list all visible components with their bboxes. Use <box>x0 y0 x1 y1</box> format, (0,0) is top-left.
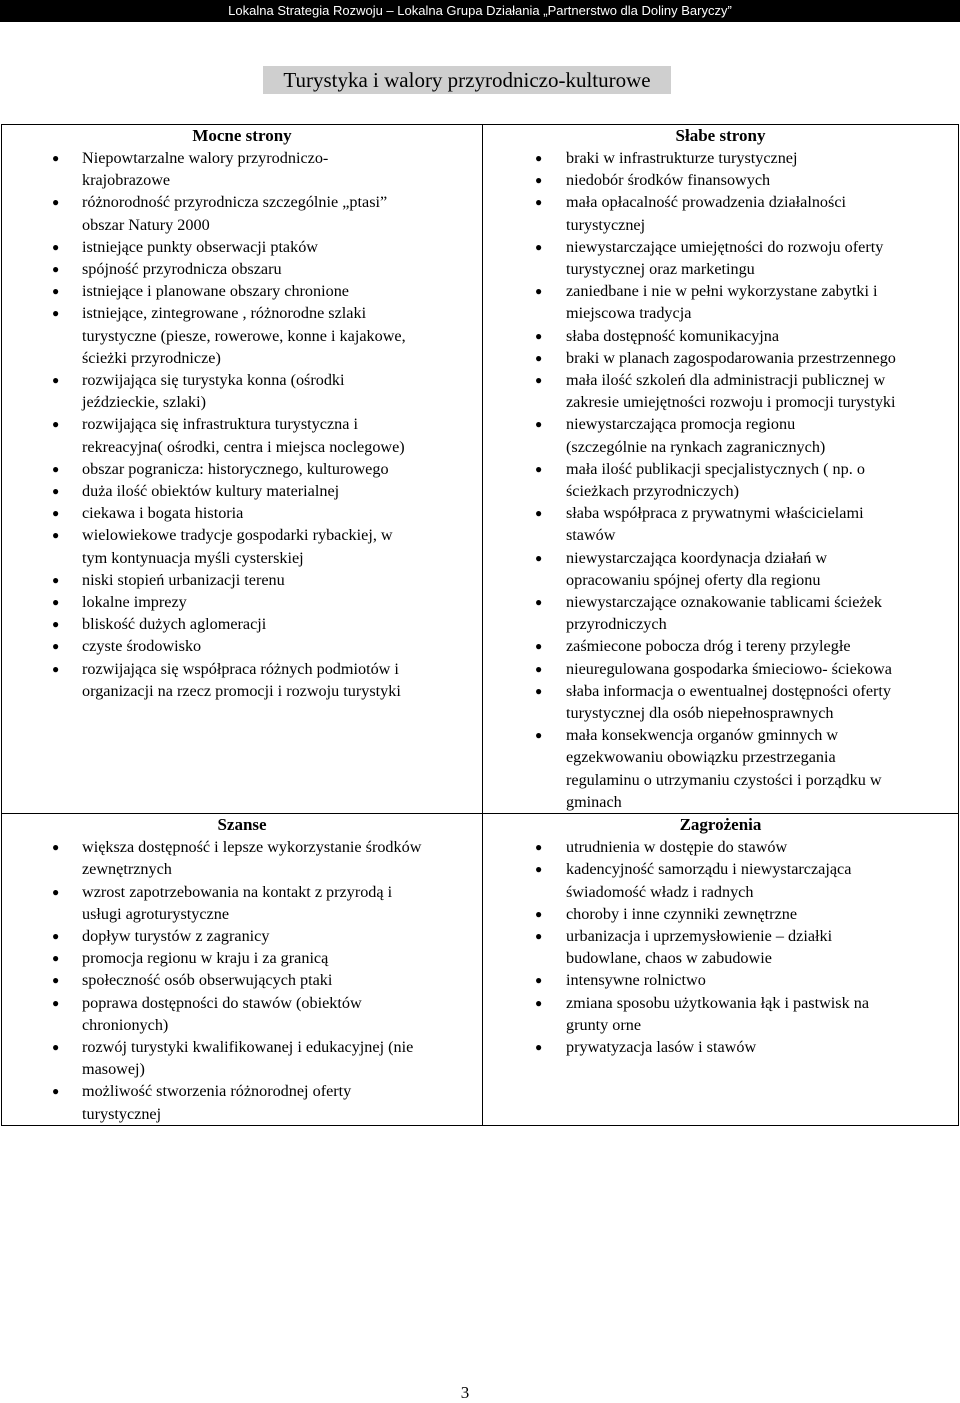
list-item-line: różnorodność przyrodnicza szczególnie „ptasi” <box>82 193 388 212</box>
list-item-line: miejscowa tradycja <box>566 304 692 323</box>
bullet-icon: ● <box>52 639 60 654</box>
bullet-icon: ● <box>52 484 60 499</box>
list-item <box>2 413 482 457</box>
bullet-icon: ● <box>535 350 543 365</box>
list-item <box>483 969 958 991</box>
list-item <box>483 680 958 724</box>
bullet-icon: ● <box>535 840 543 855</box>
list-item <box>2 458 482 480</box>
list-item <box>2 236 482 258</box>
threats-list <box>483 836 958 1058</box>
list-item-line: niewystarczające oznakowanie tablicami ścieżek <box>566 593 882 612</box>
list-item <box>2 881 482 925</box>
bullet-icon: ● <box>535 328 543 343</box>
list-item-line: turystyczne (piesze, rowerowe, konne i kajakowe, <box>82 326 406 345</box>
list-item-line: rozwijająca się infrastruktura turystyczna i <box>82 415 358 434</box>
list-item <box>2 1080 482 1124</box>
list-item-line: turystycznej <box>566 215 646 234</box>
weaknesses-heading: Słabe strony <box>675 126 766 145</box>
list-item <box>483 169 958 191</box>
list-item-line: świadomość władz i radnych <box>566 882 754 901</box>
list-item <box>483 547 958 591</box>
list-item <box>2 969 482 991</box>
opportunities-heading: Szanse <box>217 815 267 835</box>
list-item <box>483 280 958 324</box>
bullet-icon: ● <box>52 595 60 610</box>
list-item-line: rekreacyjna( ośrodki, centra i miejsca noclegowe) <box>82 437 405 456</box>
list-item-line: obszar Natury 2000 <box>82 215 210 234</box>
list-item-line: istniejące punkty obserwacji ptaków <box>82 237 318 256</box>
list-item <box>2 658 482 702</box>
list-item-line: zmiana sposobu użytkowania łąk i pastwisk na <box>566 993 870 1012</box>
bullet-icon: ● <box>535 862 543 877</box>
list-item <box>483 658 958 680</box>
swot-row-bottom <box>2 814 959 1126</box>
list-item-line: tym kontynuacja myśli cysterskiej <box>82 548 304 567</box>
list-item-line: (szczególnie na rynkach zagranicznych) <box>566 437 826 456</box>
list-item <box>2 502 482 524</box>
list-item-line: wzrost zapotrzebowania na kontakt z przyrodą i <box>82 882 393 901</box>
list-item-line: choroby i inne czynniki zewnętrzne <box>566 904 798 923</box>
list-item-line: rozwijająca się turystyka konna (ośrodki <box>82 371 345 390</box>
list-item <box>2 191 482 235</box>
list-item <box>483 635 958 657</box>
bullet-icon: ● <box>52 528 60 543</box>
list-item <box>2 524 482 568</box>
bullet-icon: ● <box>535 683 543 698</box>
list-item-line: urbanizacja i uprzemysłowienie – działki <box>566 926 833 945</box>
list-item-line: zakresie umiejętności rozwoju i promocji turystyki <box>566 393 896 412</box>
list-item-line: niedobór środków finansowych <box>566 171 771 190</box>
bullet-icon: ● <box>52 951 60 966</box>
bullet-icon: ● <box>52 661 60 676</box>
list-item <box>483 369 958 413</box>
list-item-line: mała opłacalność prowadzenia działalności <box>566 193 847 212</box>
bullet-icon: ● <box>535 728 543 743</box>
list-item-line: turystycznej oraz marketingu <box>566 260 755 279</box>
strengths-heading: Mocne strony <box>192 126 292 145</box>
list-item <box>483 591 958 635</box>
list-item-line: zaniedbane i nie w pełni wykorzystane zabytki i <box>566 282 878 301</box>
list-item <box>483 502 958 546</box>
list-item-line: mała ilość publikacji specjalistycznych ( np. o <box>566 459 865 478</box>
list-item-line: gminach <box>566 792 622 811</box>
list-item-line: rozwijająca się współpraca różnych podmiotów i <box>82 659 399 678</box>
list-item-line: dopływ turystów z zagranicy <box>82 926 270 945</box>
list-item <box>2 147 482 191</box>
threats-heading: Zagrożenia <box>679 815 762 835</box>
list-item <box>483 903 958 925</box>
list-item-line: słaba dostępność komunikacyjna <box>566 326 780 345</box>
bullet-icon: ● <box>535 151 543 165</box>
list-item-line: duża ilość obiektów kultury materialnej <box>82 482 340 501</box>
list-item <box>483 347 958 369</box>
bullet-icon: ● <box>52 928 60 943</box>
list-item-line: większa dostępność i lepsze wykorzystanie środków <box>82 838 422 857</box>
list-item <box>2 635 482 657</box>
bullet-icon: ● <box>535 284 543 299</box>
list-item-line: słaba współpraca z prywatnymi właścicielami <box>566 504 864 523</box>
bullet-icon: ● <box>535 195 543 210</box>
list-item <box>2 836 482 880</box>
bullet-icon: ● <box>52 1039 60 1054</box>
bullet-icon: ● <box>535 373 543 388</box>
bullet-icon: ● <box>52 417 60 432</box>
list-item-line: prywatyzacja lasów i stawów <box>566 1037 757 1056</box>
list-item-line: spójność przyrodnicza obszaru <box>82 260 282 279</box>
list-item-line: przyrodniczych <box>566 615 667 634</box>
list-item <box>2 925 482 947</box>
list-item-line: niewystarczająca promocja regionu <box>566 415 796 434</box>
list-item <box>2 302 482 369</box>
list-item-line: słaba informacja o ewentualnej dostępności oferty <box>566 681 891 700</box>
strengths-cell <box>2 125 483 814</box>
list-item-line: utrudnienia w dostępie do stawów <box>566 838 788 857</box>
list-item-line: poprawa dostępności do stawów (obiektów <box>82 993 362 1012</box>
list-item-line: obszar pogranicza: historycznego, kulturowego <box>82 459 389 478</box>
list-item <box>2 369 482 413</box>
list-item-line: grunty orne <box>566 1015 642 1034</box>
threats-cell <box>483 814 959 1126</box>
list-item-line: lokalne imprezy <box>82 593 187 612</box>
document-header: Lokalna Strategia Rozwoju – Lokalna Grupa Działania „Partnerstwo dla Doliny Baryczy” <box>0 0 960 22</box>
list-item <box>483 191 958 235</box>
bullet-icon: ● <box>535 973 543 988</box>
page-number: 3 <box>460 1383 470 1402</box>
list-item-line: istniejące, zintegrowane , różnorodne szlaki <box>82 304 367 323</box>
list-item-line: jeździeckie, szlaki) <box>82 393 207 412</box>
bullet-icon: ● <box>535 928 543 943</box>
list-item-line: turystycznej dla osób niepełnosprawnych <box>566 704 834 723</box>
list-item-line: turystycznej <box>82 1104 162 1123</box>
list-item <box>2 258 482 280</box>
list-item-line: czyste środowisko <box>82 637 202 656</box>
list-item <box>483 836 958 858</box>
list-item-line: promocja regionu w kraju i za granicą <box>82 949 329 968</box>
list-item <box>2 1036 482 1080</box>
list-item-line: krajobrazowe <box>82 171 171 190</box>
list-item-line: niski stopień urbanizacji terenu <box>82 570 285 589</box>
bullet-icon: ● <box>535 995 543 1010</box>
bullet-icon: ● <box>52 840 60 855</box>
bullet-icon: ● <box>52 284 60 299</box>
bullet-icon: ● <box>535 550 543 565</box>
bullet-icon: ● <box>52 461 60 476</box>
list-item-line: organizacji na rzecz promocji i rozwoju turystyki <box>82 681 401 700</box>
list-item-line: wielowiekowe tradycje gospodarki rybackiej, w <box>82 526 393 545</box>
list-item <box>2 591 482 613</box>
list-item <box>2 280 482 302</box>
list-item <box>483 724 958 813</box>
list-item <box>483 992 958 1036</box>
list-item-line: społeczność osób obserwujących ptaki <box>82 971 333 990</box>
list-item-line: zaśmiecone pobocza dróg i tereny przyległe <box>566 637 851 656</box>
opportunities-cell <box>2 814 483 1126</box>
bullet-icon: ● <box>535 661 543 676</box>
bullet-icon: ● <box>52 995 60 1010</box>
list-item-line: zewnętrznych <box>82 860 172 879</box>
list-item-line: istniejące i planowane obszary chronione <box>82 282 349 301</box>
swot-row-top <box>2 125 959 814</box>
list-item-line: ścieżkach przyrodniczych) <box>566 482 740 501</box>
list-item-line: masowej) <box>82 1060 145 1079</box>
bullet-icon: ● <box>535 461 543 476</box>
list-item-line: ścieżki przyrodnicze) <box>82 348 221 367</box>
bullet-icon: ● <box>52 262 60 277</box>
swot-table <box>1 124 959 1126</box>
bullet-icon: ● <box>52 195 60 210</box>
list-item-line: ciekawa i bogata historia <box>82 504 244 523</box>
bullet-icon: ● <box>52 306 60 321</box>
list-item-line: bliskość dużych aglomeracji <box>82 615 267 634</box>
bullet-icon: ● <box>52 373 60 388</box>
list-item <box>2 480 482 502</box>
bullet-icon: ● <box>535 595 543 610</box>
section-title: Turystyka i walory przyrodniczo-kulturowe <box>263 66 671 94</box>
opportunities-list <box>2 836 482 1125</box>
list-item-line: chronionych) <box>82 1015 169 1034</box>
list-item <box>483 925 958 969</box>
bullet-icon: ● <box>52 239 60 254</box>
list-item-line: możliwość stworzenia różnorodnej oferty <box>82 1082 352 1101</box>
list-item-line: kadencyjność samorządu i niewystarczająca <box>566 860 852 879</box>
weaknesses-cell <box>483 125 959 814</box>
list-item-line: egzekwowaniu obowiązku przestrzegania <box>566 748 836 767</box>
list-item <box>483 147 958 169</box>
bullet-icon: ● <box>52 884 60 899</box>
bullet-icon: ● <box>52 617 60 632</box>
list-item-line: mała konsekwencja organów gminnych w <box>566 726 839 745</box>
bullet-icon: ● <box>52 506 60 521</box>
list-item <box>2 569 482 591</box>
bullet-icon: ● <box>52 973 60 988</box>
bullet-icon: ● <box>52 151 60 165</box>
list-item-line: Niepowtarzalne walory przyrodniczo- <box>82 149 329 167</box>
list-item-line: nieuregulowana gospodarka śmieciowo- ściekowa <box>566 659 892 678</box>
list-item-line: regulaminu o utrzymaniu czystości i porządku w <box>566 770 882 789</box>
list-item <box>483 325 958 347</box>
list-item <box>2 947 482 969</box>
list-item-line: opracowaniu spójnej oferty dla regionu <box>566 570 821 589</box>
list-item <box>2 992 482 1036</box>
bullet-icon: ● <box>535 417 543 432</box>
list-item <box>483 236 958 280</box>
weaknesses-list <box>483 147 958 813</box>
bullet-icon: ● <box>535 239 543 254</box>
list-item <box>483 458 958 502</box>
bullet-icon: ● <box>535 1039 543 1054</box>
list-item-line: braki w infrastrukturze turystycznej <box>566 149 798 167</box>
list-item-line: niewystarczające umiejętności do rozwoju oferty <box>566 237 884 256</box>
list-item-line: braki w planach zagospodarowania przestrzennego <box>566 348 896 367</box>
list-item <box>2 613 482 635</box>
list-item-line: rozwój turystyki kwalifikowanej i edukacyjnej (nie <box>82 1037 414 1056</box>
list-item <box>483 858 958 902</box>
strengths-list <box>2 147 482 702</box>
list-item-line: niewystarczająca koordynacja działań w <box>566 548 828 567</box>
bullet-icon: ● <box>535 639 543 654</box>
bullet-icon: ● <box>535 906 543 921</box>
list-item <box>483 413 958 457</box>
list-item-line: intensywne rolnictwo <box>566 971 706 990</box>
bullet-icon: ● <box>52 1084 60 1099</box>
list-item-line: mała ilość szkoleń dla administracji publicznej w <box>566 371 886 390</box>
list-item <box>483 1036 958 1058</box>
list-item-line: stawów <box>566 526 616 545</box>
bullet-icon: ● <box>52 572 60 587</box>
bullet-icon: ● <box>535 173 543 188</box>
bullet-icon: ● <box>535 506 543 521</box>
list-item-line: budowlane, chaos w zabudowie <box>566 949 772 968</box>
list-item-line: usługi agroturystyczne <box>82 904 229 923</box>
